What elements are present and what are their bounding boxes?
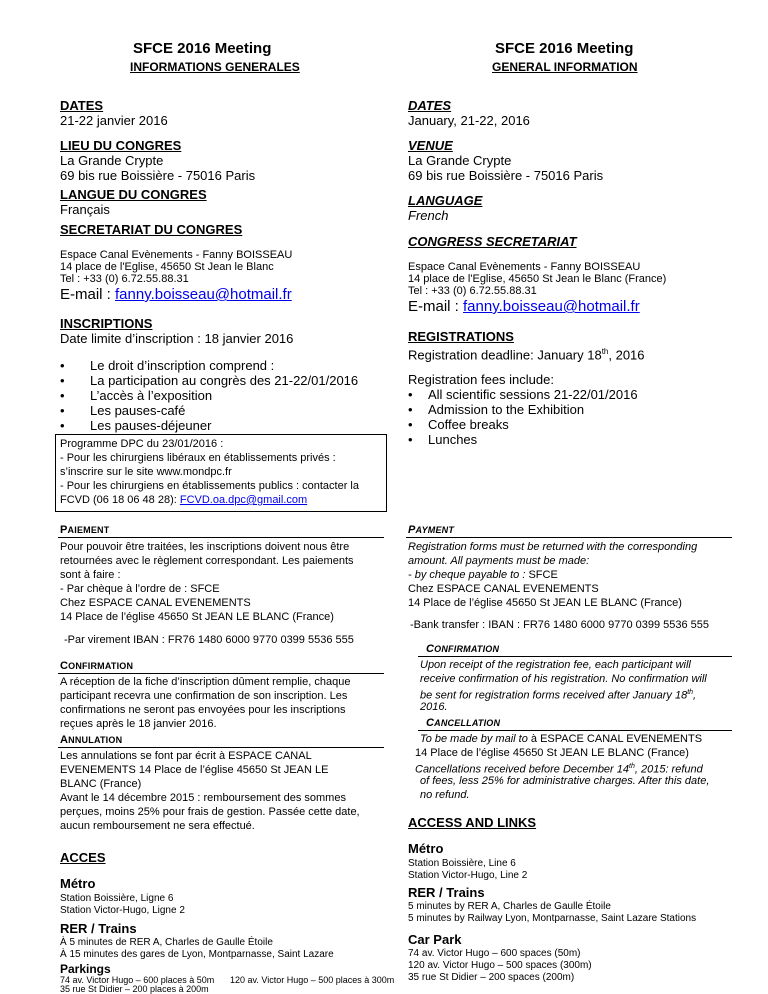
right-dates-heading: DATES [408,98,452,113]
dpc-email-link[interactable]: FCVD.oa.dpc@gmail.com [179,494,308,506]
left-metro-heading: Métro [60,876,96,891]
right-secretariat-line2: 14 place de l'Eglise, 45650 St Jean le Blanc (France) [408,273,667,285]
left-payment-line3: sont à faire : [60,569,121,581]
right-registration-deadline: Registration deadline: January 18th, 2016 [408,347,645,363]
left-venue-line2: 69 bis rue Boissière - 75016 Paris [60,168,256,183]
dpc-box [55,434,387,512]
right-secretariat-phone: Tel : +33 (0) 6.72.55.88.31 [408,285,537,297]
right-confirmation-heading: CONFIRMATION [426,643,500,655]
right-venue-heading: VENUE [408,138,453,153]
right-fees-heading: Registration fees include: [408,372,554,387]
left-confirmation-heading: CONFIRMATION [60,660,134,672]
left-cancellation-line3: BLANC (France) [60,778,142,790]
left-confirmation-line4: reçues après le 18 janvier 2016. [60,718,217,730]
right-carpark-line2: 120 av. Victor Hugo – 500 spaces (300m) [408,960,592,971]
left-dates-value: 21-22 janvier 2016 [60,113,168,128]
list-item: • La participation au congrès des 21-22/01/2016 [60,373,359,388]
right-carpark-line1: 74 av. Victor Hugo – 600 spaces (50m) [408,948,581,959]
right-subtitle: GENERAL INFORMATION [492,60,638,74]
list-item: • Les pauses-café [60,403,186,418]
left-cancellation-line1: Les annulations se font par écrit à ESPACE CANAL [60,750,312,762]
right-title: SFCE 2016 Meeting [495,40,634,57]
left-rer-line2: À 15 minutes des gares de Lyon, Montparnasse, Saint Lazare [60,949,334,960]
left-email-row [60,286,292,303]
left-access-heading: ACCES [60,850,106,865]
left-rer-heading: RER / Trains [60,921,137,936]
left-cancellation-heading: ANNULATION [60,734,123,746]
left-rer-line1: À 5 minutes de RER A, Charles de Gaulle Étoile [60,937,273,948]
right-rer-heading: RER / Trains [408,885,485,900]
dpc-line4: - Pour les chirurgiens en établissements publics : contacter la [60,480,359,492]
right-payment-line3: - by cheque payable to : SFCE [408,569,558,581]
right-registrations-heading: REGISTRATIONS [408,329,514,344]
right-cancellation-line3: Cancellations received before December 14th, 2015: refund [415,763,703,776]
left-language-value: Français [60,202,110,217]
list-item: • Le droit d’inscription comprend : [60,358,275,373]
list-item: • Admission to the Exhibition [408,402,585,417]
left-payment-line6: 14 Place de l’église 45650 St JEAN LE BLANC (France) [60,611,334,623]
list-item: • Lunches [408,432,478,447]
right-payment-line4: Chez ESPACE CANAL EVENEMENTS [408,583,599,595]
right-email-link[interactable]: fanny.boisseau@hotmail.fr [463,298,640,315]
list-item: • L’accès à l’exposition [60,388,213,403]
right-confirmation-line3: be sent for registration forms received after January 18th, [420,689,697,702]
left-cancellation-line4: Avant le 14 décembre 2015 : remboursement des sommes [60,792,346,804]
right-cancellation-line1: To be made by mail to à ESPACE CANAL EVENEMENTS [420,733,703,745]
left-subtitle: INFORMATIONS GENERALES [130,60,300,74]
left-parking-line1: 74 av. Victor Hugo – 600 places à 50m [60,975,215,985]
left-cancellation-line6: aucun remboursement ne sera effectué. [60,820,255,832]
left-payment-heading: PAIEMENT [60,524,110,536]
right-venue-line2: 69 bis rue Boissière - 75016 Paris [408,168,604,183]
right-language-value: French [408,208,449,223]
right-secretariat-heading: CONGRESS SECRETARIAT [408,234,577,249]
left-cancellation-line5: perçues, moins 25% pour frais de gestion. Passée cette date, [60,806,360,818]
right-rer-line1: 5 minutes by RER A, Charles de Gaulle Étoile [408,901,611,912]
divider [418,730,732,731]
left-payment-line2: retournées avec le règlement correspondant. Les paiements [60,555,354,567]
left-parking-line3: 35 rue St Didier – 200 places à 200m [60,984,209,994]
left-parking-line2: 120 av. Victor Hugo – 500 places à 300m [230,975,395,985]
right-payment-iban: -Bank transfer : IBAN : FR76 1480 6000 9770 0399 5536 555 [410,619,710,631]
left-confirmation-line2: participant recevra une confirmation de son inscription. Les [60,690,348,702]
right-confirmation-line2: receive confirmation of his registration. No confirmation will [420,673,707,685]
right-metro-line1: Station Boissière, Line 6 [408,858,516,869]
left-registrations-heading: INSCRIPTIONS [60,316,153,331]
right-payment-line1: Registration forms must be returned with the corresponding [408,541,698,553]
right-confirmation-line4: 2016. [420,701,448,713]
left-secretariat-heading: SECRETARIAT DU CONGRES [60,222,243,237]
right-bullet-list [408,387,638,447]
right-language-heading: LANGUAGE [408,193,483,208]
right-metro-heading: Métro [408,841,444,856]
left-metro-line2: Station Victor-Hugo, Ligne 2 [60,905,185,916]
right-cancellation-line4: of fees, less 25% for administrative charges. After this date, [420,775,710,787]
right-carpark-line3: 35 rue St Didier – 200 spaces (200m) [408,972,575,983]
left-parking-heading: Parkings [60,962,111,976]
right-email-label: E-mail : [408,298,464,315]
list-item: • Coffee breaks [408,417,509,432]
right-cancellation-heading: CANCELLATION [426,717,501,729]
right-dates-value: January, 21-22, 2016 [408,113,530,128]
divider [58,537,384,538]
dpc-line1: Programme DPC du 23/01/2016 : [60,438,224,450]
right-email-row [408,298,640,315]
left-payment-line5: Chez ESPACE CANAL EVENEMENTS [60,597,251,609]
right-rer-line2: 5 minutes by Railway Lyon, Montparnasse, Saint Lazare Stations [408,913,697,924]
right-carpark-heading: Car Park [408,932,462,947]
left-payment-line1: Pour pouvoir être traitées, les inscriptions doivent nous être [60,541,350,553]
right-payment-heading: PAYMENT [408,524,455,536]
left-confirmation-line1: A réception de la fiche d’inscription dûment remplie, chaque [60,676,351,688]
right-payment-line2: amount. All payments must be made: [408,555,590,567]
dpc-line5: FCVD (06 18 06 48 28): FCVD.oa.dpc@gmail.com [60,494,308,506]
left-title: SFCE 2016 Meeting [133,40,272,57]
left-email-label: E-mail : [60,286,116,303]
left-payment-iban: -Par virement IBAN : FR76 1480 6000 9770 0399 5536 555 [64,634,354,646]
dpc-line3: s’inscrire sur le site www.mondpc.fr [60,466,232,478]
divider [418,656,732,657]
left-metro-line1: Station Boissière, Ligne 6 [60,893,174,904]
left-payment-line4: - Par chèque à l’ordre de : SFCE [60,583,220,595]
left-venue-heading: LIEU DU CONGRES [60,138,182,153]
left-dates-heading: DATES [60,98,104,113]
left-secretariat-phone: Tel : +33 (0) 6.72.55.88.31 [60,273,189,285]
left-confirmation-line3: confirmations ne seront pas envoyées pour les inscriptions [60,704,346,716]
left-secretariat-line2: 14 place de l'Eglise, 45650 St Jean le Blanc [60,261,274,273]
right-venue-line1: La Grande Crypte [408,153,512,168]
left-bullet-list [60,358,358,433]
right-cancellation-line5: no refund. [420,789,470,801]
right-cancellation-line2: 14 Place de l’église 45650 St JEAN LE BLANC (France) [415,747,689,759]
dpc-line2: - Pour les chirurgiens libéraux en établissements privés : [60,452,336,464]
list-item: • All scientific sessions 21-22/01/2016 [408,387,638,402]
divider [58,673,384,674]
left-registration-deadline: Date limite d’inscription : 18 janvier 2016 [60,331,294,346]
left-cancellation-line2: EVENEMENTS 14 Place de l’église 45650 St JEAN LE [60,764,329,776]
divider [58,747,384,748]
divider [406,537,732,538]
left-venue-line1: La Grande Crypte [60,153,164,168]
right-confirmation-line1: Upon receipt of the registration fee, each participant will [420,659,691,671]
right-payment-line5: 14 Place de l’église 45650 St JEAN LE BLANC (France) [408,597,682,609]
left-email-link[interactable]: fanny.boisseau@hotmail.fr [115,286,292,303]
list-item: • Les pauses-déjeuner [60,418,212,433]
right-access-heading: ACCESS AND LINKS [408,815,537,830]
left-language-heading: LANGUE DU CONGRES [60,187,207,202]
left-secretariat-line1: Espace Canal Evènements - Fanny BOISSEAU [60,249,293,261]
right-secretariat-line1: Espace Canal Evènements - Fanny BOISSEAU [408,261,641,273]
right-metro-line2: Station Victor-Hugo, Line 2 [408,870,528,881]
